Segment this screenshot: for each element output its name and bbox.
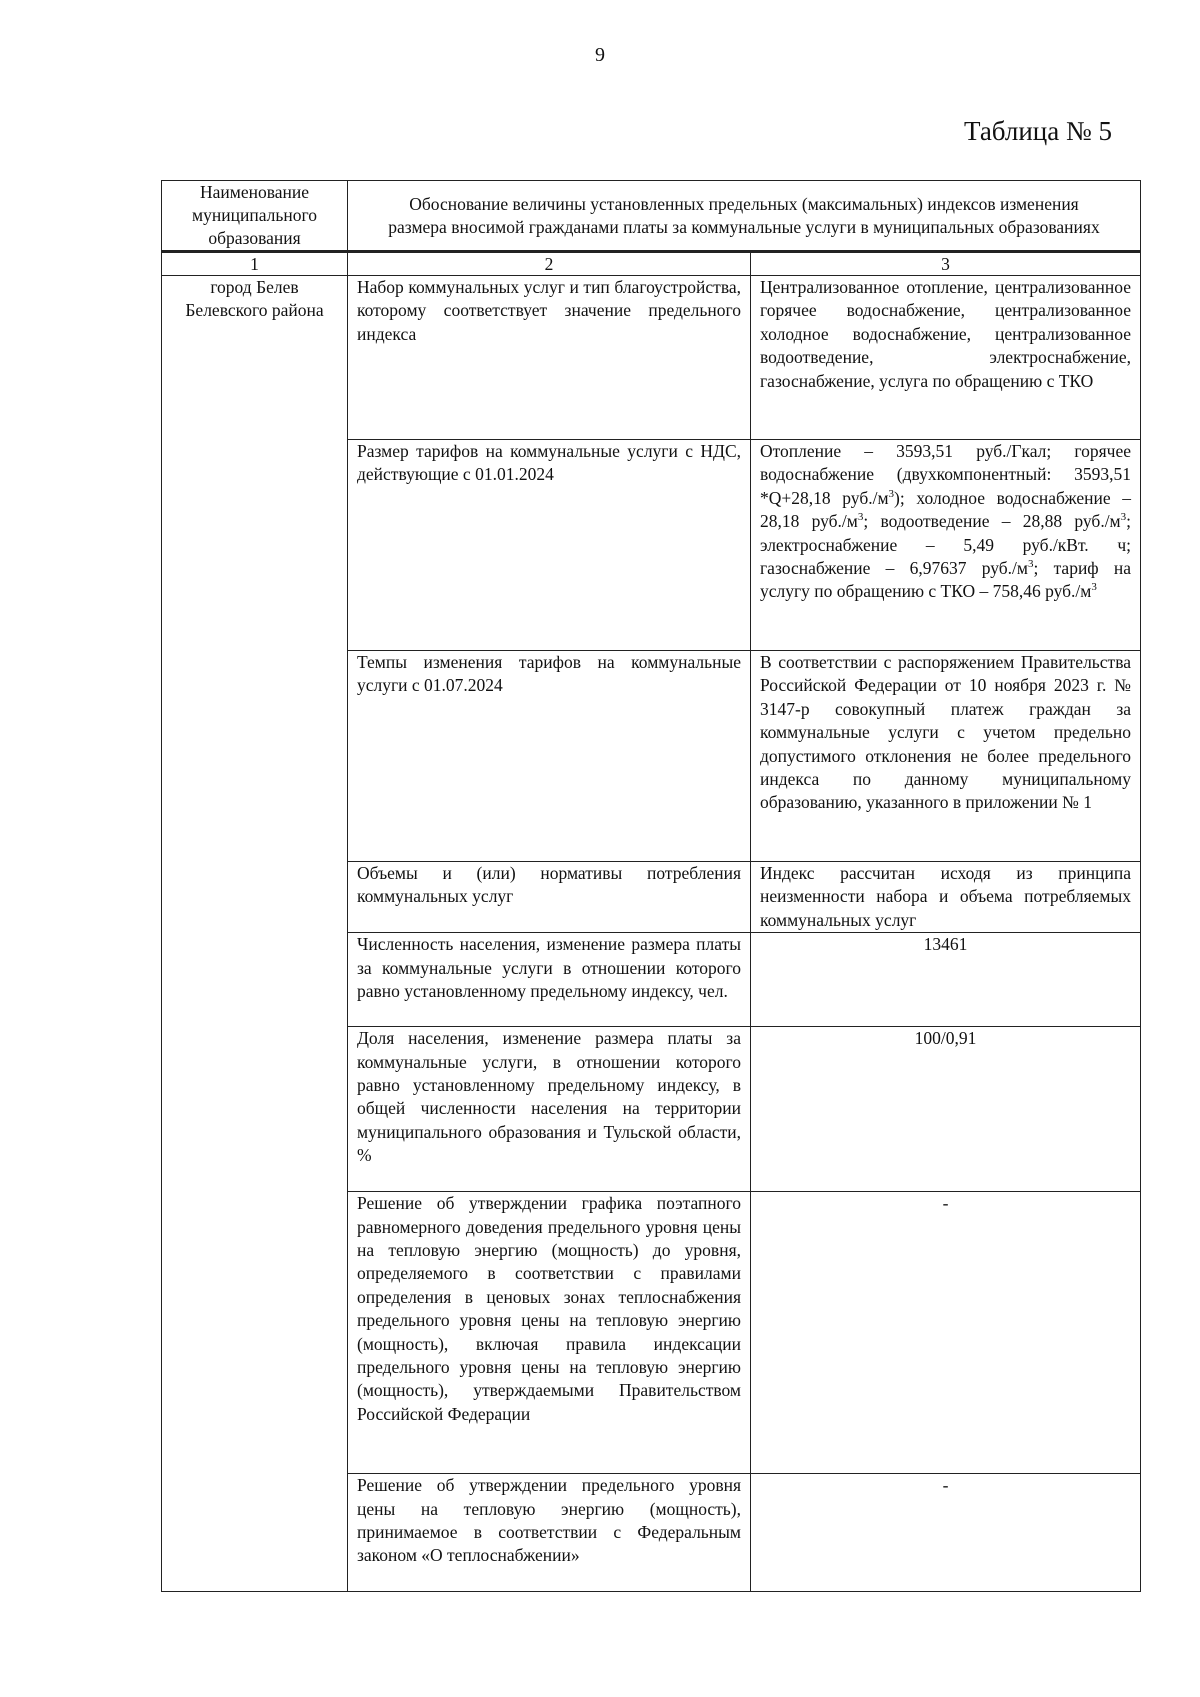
tariff-justification-table: [161, 180, 1141, 1592]
municipality-name: город Белев Белевского района: [162, 276, 348, 1592]
row-value: Индекс рассчитан исходя из принципа неизменности набора и объема потребляемых коммунальных услуг: [751, 862, 1141, 933]
superscript: 3: [888, 487, 895, 500]
table-caption: Таблица № 5: [964, 116, 1112, 146]
column-number-1: 1: [162, 252, 348, 276]
table-header-row: [162, 181, 1141, 252]
tariff-text: Отопление – 3593,51 руб./Гкал; горячее водоснабжение (двухкомпонентный: 3593,51 *Q+28,18 руб./м: [760, 441, 1132, 508]
row-value: Централизованное отопление, централизованное горячее водоснабжение, централизованное холодное водоснабжение, централизованное водоотведение, электроснабжение, газоснабжение, услуга по обращению с ТКО: [751, 276, 1141, 440]
row-label: Темпы изменения тарифов на коммунальные услуги с 01.07.2024: [348, 651, 751, 862]
superscript: 3: [1091, 581, 1097, 594]
table-row: [162, 276, 1141, 440]
superscript: 3: [1120, 511, 1127, 524]
row-value: В соответствии с распоряжением Правительства Российской Федерации от 10 ноября 2023 г. № 3147-р совокупный платеж граждан за коммунальные услуги с учетом предельно допустимого отклонения не более предельного индекса по данному муниципальному образованию, указанного в приложении № 1: [751, 651, 1141, 862]
row-value-population: 13461: [751, 933, 1141, 1027]
column-number-2: 2: [348, 252, 751, 276]
tariff-text: ; водоотведение – 28,88 руб./м: [863, 511, 1121, 532]
row-label: Численность населения, изменение размера платы за коммунальные услуги в отношении которого равно установленному предельному индексу, чел.: [348, 933, 751, 1027]
page-number: 9: [595, 44, 605, 66]
row-value-dash: -: [751, 1474, 1141, 1592]
column-number-3: 3: [751, 252, 1141, 276]
tariff-text: ; электроснабжение – 5,49 руб./кВт. ч; газоснабжение – 6,97637 руб./м: [760, 511, 1132, 579]
row-label: Объемы и (или) нормативы потребления коммунальных услуг: [348, 862, 751, 933]
tariff-text: ); холодное водоснабжение – 28,18 руб./м: [760, 487, 1132, 532]
row-label: Решение об утверждении графика поэтапного равномерного доведения предельного уровня цены на тепловую энергию (мощность) до уровня, определяемого в соответствии с правилами определения в ценовых зонах теплоснабжения предельного уровня цены на тепловую энергию (мощность), включая правила индексации предельного уровня цены на тепловую энергию (мощность), утверждаемыми Правительством Российской Федерации: [348, 1192, 751, 1474]
superscript: 3: [1027, 558, 1034, 571]
row-value-share: 100/0,91: [751, 1027, 1141, 1192]
tariff-text: ; тариф на услугу по обращению с ТКО – 758,46 руб./м: [760, 558, 1132, 602]
row-value-tariffs: [751, 440, 1141, 651]
row-value-dash: -: [751, 1192, 1141, 1474]
superscript: 3: [857, 511, 864, 524]
header-justification: Обоснование величины установленных предельных (максимальных) индексов изменения размера вносимой гражданами платы за коммунальные услуги в муниципальных образованиях: [348, 181, 1141, 252]
row-label: Решение об утверждении предельного уровня цены на тепловую энергию (мощность), принимаемое в соответствии с Федеральным законом «О теплоснабжении»: [348, 1474, 751, 1592]
row-label: Доля населения, изменение размера платы за коммунальные услуги, в отношении которого равно установленному предельному индексу, в общей численности населения на территории муниципального образования и Тульской области, %: [348, 1027, 751, 1192]
column-number-row: [162, 252, 1141, 276]
header-municipality: Наименование муниципального образования: [162, 181, 348, 252]
row-label: Размер тарифов на коммунальные услуги с НДС, действующие с 01.01.2024: [348, 440, 751, 651]
row-label: Набор коммунальных услуг и тип благоустройства, которому соответствует значение предельного индекса: [348, 276, 751, 440]
